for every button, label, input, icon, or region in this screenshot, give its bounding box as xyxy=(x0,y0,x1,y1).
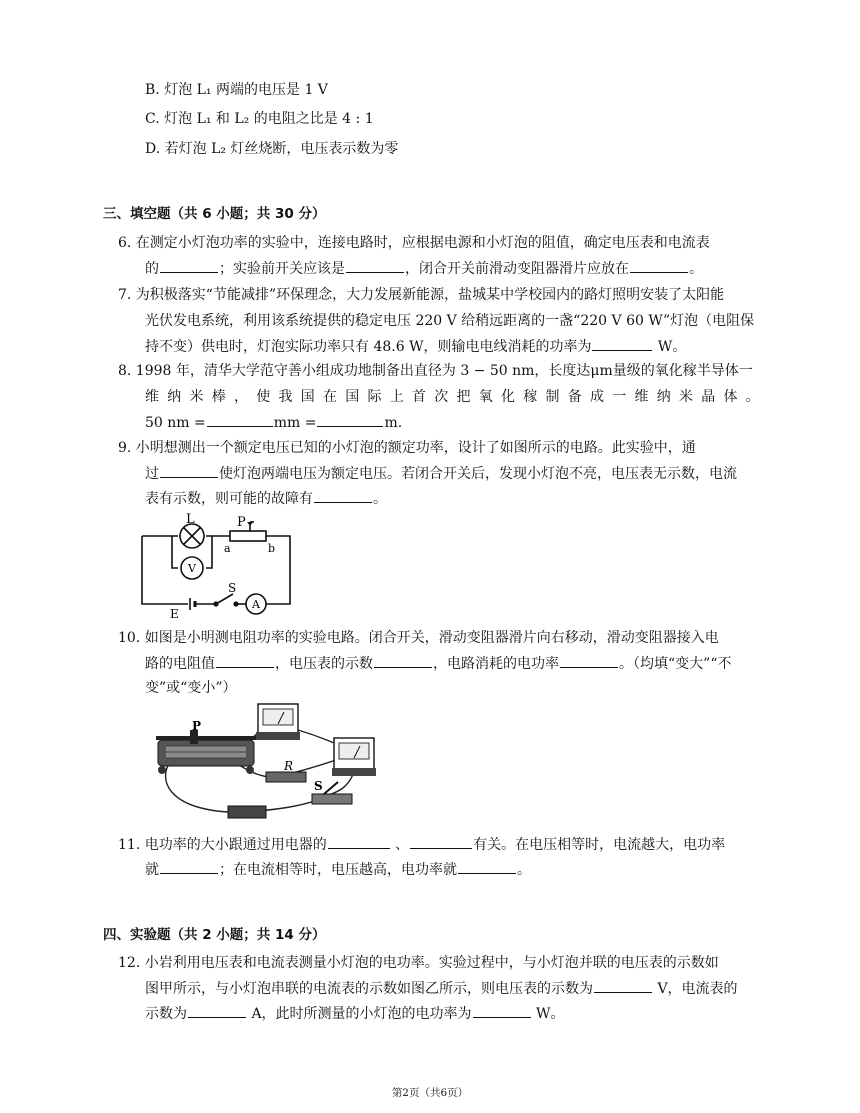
q9-blank-2 xyxy=(314,488,372,503)
label-L: L xyxy=(186,512,195,527)
q10-text-d: 。（均填“变大”“不 xyxy=(619,656,732,672)
q11-blank-4 xyxy=(458,859,516,874)
label-A: A xyxy=(252,598,260,611)
q8-char: 纳 xyxy=(656,389,671,405)
q8-char: 米 xyxy=(679,389,693,405)
q8-line2 xyxy=(145,387,760,407)
q9-line3 xyxy=(145,488,387,509)
photo-label-S: S xyxy=(314,779,323,793)
q8-char: 首 xyxy=(412,389,426,405)
battery-photo-icon xyxy=(228,806,266,818)
q6-blank-3 xyxy=(630,258,688,273)
q12-blank-3 xyxy=(473,1003,531,1018)
label-b: b xyxy=(268,542,276,555)
q9-text-b: 使灯泡两端电压为额定电压。若闭合开关后，发现小灯泡不亮，电压表无示数，电流 xyxy=(219,466,737,482)
q8-text-b: mm = xyxy=(273,415,317,431)
switch-icon xyxy=(216,594,233,604)
q6-text-c: ，闭合开关前滑动变阻器滑片应放在 xyxy=(405,261,629,277)
q8-char: 把 xyxy=(456,389,471,405)
q8-char: 制 xyxy=(545,389,560,405)
q8-char: 化 xyxy=(501,389,515,405)
q9-line2 xyxy=(145,463,737,484)
apparatus-photo xyxy=(148,700,378,822)
option-d: D. 若灯泡 L₂ 灯丝烧断，电压表示数为零 xyxy=(145,141,399,157)
q12-text-a: 图甲所示，与小灯泡串联的电流表的示数如图乙所示，则电压表的示数为 xyxy=(145,981,593,997)
q8-char: 上 xyxy=(389,389,404,405)
q7-line2: 光伏发电系统，利用该系统提供的稳定电压 220 V 给稍远距离的一盏“220 V 60 W”灯泡（电阻保 xyxy=(145,313,755,329)
q8-char: 使 xyxy=(256,389,271,405)
q8-char: 一 xyxy=(612,389,627,405)
q10-line1: 10. 如图是小明测电阻功率的实验电路。闭合开关，滑动变阻器滑片向右移动，滑动变阻器接入电 xyxy=(118,630,719,646)
q8-char: 晶 xyxy=(701,389,716,405)
q8-char: 国 xyxy=(300,389,315,405)
q9-text-a2: 表有示数，则可能的故障有 xyxy=(145,491,313,507)
q8-char: 体 xyxy=(723,389,738,405)
q6-blank-1 xyxy=(160,258,218,273)
q10-text-a: 路的电阻值 xyxy=(145,656,215,672)
label-V: V xyxy=(188,562,196,575)
resistor-photo-icon xyxy=(266,772,306,782)
q9-blank-1 xyxy=(160,463,218,478)
photo-label-R: R xyxy=(284,759,294,773)
label-a: a xyxy=(224,542,231,555)
q8-char: 次 xyxy=(434,389,449,405)
q7-line1: 7. 为积极落实“节能减排”环保理念，大力发展新能源，盐城某中学校园内的路灯照明安装了太阳能 xyxy=(118,287,725,303)
q6-text-b: ；实验前开关应该是 xyxy=(219,261,345,277)
q11-text-d: 就 xyxy=(145,862,159,878)
q8-char: 际 xyxy=(367,389,382,405)
q11-text-c: 有关。在电压相等时，电流越大，电功率 xyxy=(473,837,726,853)
q8-char: 棒 xyxy=(211,389,226,405)
q12-text-c: 示数为 xyxy=(145,1006,187,1022)
q10-text-b: ，电压表的示数 xyxy=(275,656,373,672)
q8-text-c: m. xyxy=(384,415,403,431)
rheostat-icon xyxy=(230,531,266,541)
switch-photo-icon xyxy=(312,794,352,804)
q8-char: 维 xyxy=(145,389,159,405)
q10-blank-3 xyxy=(560,653,618,668)
q8-blank-2 xyxy=(317,412,383,427)
q7-text-a: 持不变）供电时，灯泡实际功率只有 48.6 W，则输电电线消耗的功率为 xyxy=(145,339,592,355)
q8-char: 维 xyxy=(634,389,649,405)
q8-char: 成 xyxy=(590,389,604,405)
option-b: B. 灯泡 L₁ 两端的电压是 1 V xyxy=(145,82,328,98)
q8-line1: 8. 1998 年，清华大学范守善小组成功地制备出直径为 3 − 50 nm，长度达μm量级的氧化稼半导体一 xyxy=(118,363,753,379)
q10-line2 xyxy=(145,653,731,674)
q8-blank-1 xyxy=(207,412,273,427)
q8-char: 纳 xyxy=(167,389,182,405)
q11-text-f: 。 xyxy=(517,862,531,878)
section-3-title: 三、填空题（共 6 小题；共 30 分） xyxy=(103,206,326,222)
q6-line2 xyxy=(145,258,703,279)
q11-text-a: 11. 电功率的大小跟通过用电器的 xyxy=(118,837,327,853)
q7-line3 xyxy=(145,336,686,357)
q11-text-e: ；在电流相等时，电压越高，电功率就 xyxy=(219,862,457,878)
q11-blank-2 xyxy=(410,834,472,849)
q12-line2 xyxy=(145,978,738,999)
label-S: S xyxy=(228,581,237,595)
q8-char: 稼 xyxy=(523,389,538,405)
q7-text-b: W。 xyxy=(653,339,687,355)
q10-text-c: ，电路消耗的电功率 xyxy=(433,656,559,672)
q6-text-a: 的 xyxy=(145,261,159,277)
q11-line2 xyxy=(145,859,531,880)
q12-line1: 12. 小岩利用电压表和电流表测量小灯泡的电功率。实验过程中，与小灯泡并联的电压表的示数如 xyxy=(118,955,719,971)
q9-text-a: 过 xyxy=(145,466,159,482)
q10-blank-1 xyxy=(216,653,274,668)
q8-char: 国 xyxy=(345,389,360,405)
q8-line3 xyxy=(145,412,402,433)
q10-blank-2 xyxy=(374,653,432,668)
q9-line1: 9. 小明想测出一个额定电压已知的小灯泡的额定功率，设计了如图所示的电路。此实验中，通 xyxy=(118,440,696,456)
q12-text-e: W。 xyxy=(531,1006,565,1022)
q8-char: ， xyxy=(234,389,248,405)
q8-text-a: 50 nm = xyxy=(145,415,206,431)
q12-text-b: V，电流表的 xyxy=(653,981,738,997)
q12-blank-2 xyxy=(188,1003,246,1018)
photo-label-P: P xyxy=(192,719,202,733)
q8-char: 。 xyxy=(745,389,760,405)
q11-line1 xyxy=(118,834,725,855)
circuit-diagram xyxy=(138,512,298,620)
q12-line3 xyxy=(145,1003,564,1024)
page-footer: 第2页（共6页） xyxy=(391,1087,469,1099)
q11-blank-1 xyxy=(328,834,390,849)
q12-blank-1 xyxy=(594,978,652,993)
option-c: C. 灯泡 L₁ 和 L₂ 的电阻之比是 4 : 1 xyxy=(145,111,374,127)
q7-blank xyxy=(592,336,652,351)
section-4-title: 四、实验题（共 2 小题；共 14 分） xyxy=(103,927,326,943)
q8-char: 米 xyxy=(189,389,204,405)
label-E: E xyxy=(170,607,179,620)
q11-text-b: 、 xyxy=(390,837,410,853)
q12-text-d: A，此时所测量的小灯泡的电功率为 xyxy=(247,1006,472,1022)
q8-char: 氧 xyxy=(478,389,493,405)
q6-line1: 6. 在测定小灯泡功率的实验中，连接电路时，应根据电源和小灯泡的阻值，确定电压表和电流表 xyxy=(118,235,710,251)
q11-blank-3 xyxy=(160,859,218,874)
q8-char: 在 xyxy=(323,389,337,405)
q9-text-b2: 。 xyxy=(373,491,387,507)
q10-line3: 变”或“变小”） xyxy=(145,680,237,696)
q6-blank-2 xyxy=(346,258,404,273)
q6-text-d: 。 xyxy=(689,261,703,277)
q8-char: 备 xyxy=(567,389,582,405)
label-P: P xyxy=(237,515,246,530)
q8-char: 我 xyxy=(278,389,293,405)
